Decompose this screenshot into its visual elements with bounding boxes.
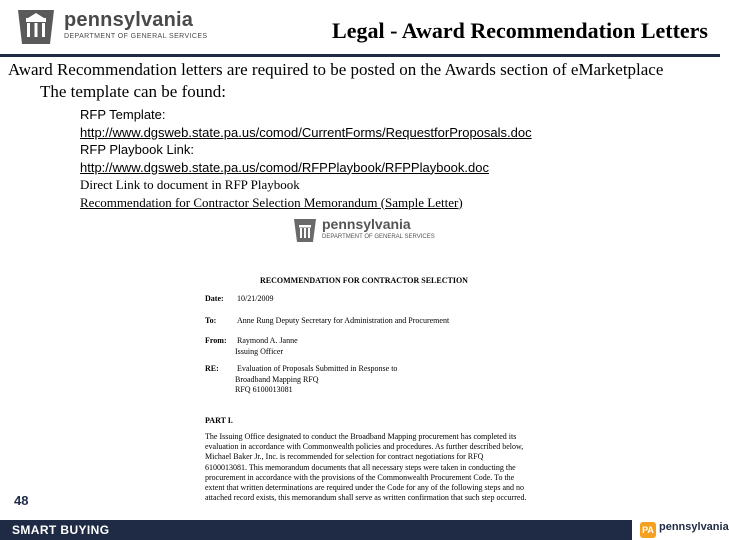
header-divider (0, 54, 720, 57)
sample-letter-link[interactable]: Recommendation for Contractor Selection Memorandum (Sample Letter) (80, 194, 463, 210)
re-line-1: Evaluation of Proposals Submitted in Response to (237, 364, 398, 373)
re-label: RE: (205, 364, 219, 373)
to-label: To: (205, 316, 217, 325)
date-value: 10/21/2009 (237, 294, 274, 303)
sample-letter-image (200, 212, 540, 518)
rfp-template-label: RFP Template: (80, 107, 166, 122)
slide-header (0, 0, 720, 58)
footer-logo-wordmark: pennsylvania (659, 521, 729, 533)
from-label: From: (205, 336, 227, 345)
letter-logo (292, 212, 452, 252)
re-line-2: Broadband Mapping RFQ (235, 375, 319, 384)
pa-dgs-logo (14, 4, 208, 48)
playbook-link[interactable]: http://www.dgsweb.state.pa.us/comod/RFPPlaybook/RFPPlaybook.doc (80, 159, 489, 175)
letter-from-row (205, 336, 298, 345)
from-title: Issuing Officer (235, 347, 284, 356)
footer-logo (640, 520, 729, 540)
letter-heading: RECOMMENDATION FOR CONTRACTOR SELECTION (260, 276, 468, 285)
slide-footer (0, 520, 729, 540)
letter-logo-wordmark: pennsylvania (322, 216, 411, 232)
logo-wordmark: pennsylvania (64, 9, 194, 31)
rfp-template-link[interactable]: http://www.dgsweb.state.pa.us/comod/CurrentForms/RequestforProposals.doc (80, 124, 532, 140)
page-number: 48 (14, 493, 29, 508)
letter-re-row (205, 364, 397, 373)
re-line-3: RFQ 6100013081 (235, 385, 293, 394)
letter-body: The Issuing Office designated to conduct the Broadband Mapping procurement has completed its evaluation in accordance with Commonwealth policies and procedures. As further described below, Michael Baker Jr., Inc. is recommended for selection for contract negotiations for RFQ 6100013081. This memorandum documents that all necessary steps were taken in conducting the procurement in accordance with the provisions of the Commonwealth Procurement Code. To the extent that written determinations are required under the Code for any of the following steps and no attached record exists, this memorandum shall serve as written confirmation that such step occurred. (205, 432, 527, 503)
letter-date-row (205, 294, 273, 303)
pa-badge-icon: PA (640, 522, 656, 538)
direct-link-label: Direct Link to document in RFP Playbook (80, 177, 300, 192)
part-heading: PART I. (205, 416, 233, 425)
from-value: Raymond A. Janne (237, 336, 298, 345)
letter-logo-department: DEPARTMENT OF GENERAL SERVICES (322, 234, 435, 240)
playbook-label: RFP Playbook Link: (80, 142, 194, 157)
smart-buying-label: SMART BUYING (12, 523, 110, 537)
logo-department: DEPARTMENT OF GENERAL SERVICES (64, 33, 208, 40)
intro-text: Award Recommendation letters are required to be posted on the Awards section of eMarketplace (8, 60, 664, 79)
template-intro: The template can be found: (40, 82, 226, 101)
to-value: Anne Rung Deputy Secretary for Administration and Procurement (237, 316, 450, 325)
keystone-emblem-icon (14, 4, 58, 48)
date-label: Date: (205, 294, 224, 303)
footer-bar (0, 520, 632, 540)
keystone-emblem-icon (292, 216, 318, 244)
link-list (80, 106, 532, 211)
letter-to-row (205, 316, 449, 325)
page-title: Legal - Award Recommendation Letters (332, 18, 708, 43)
